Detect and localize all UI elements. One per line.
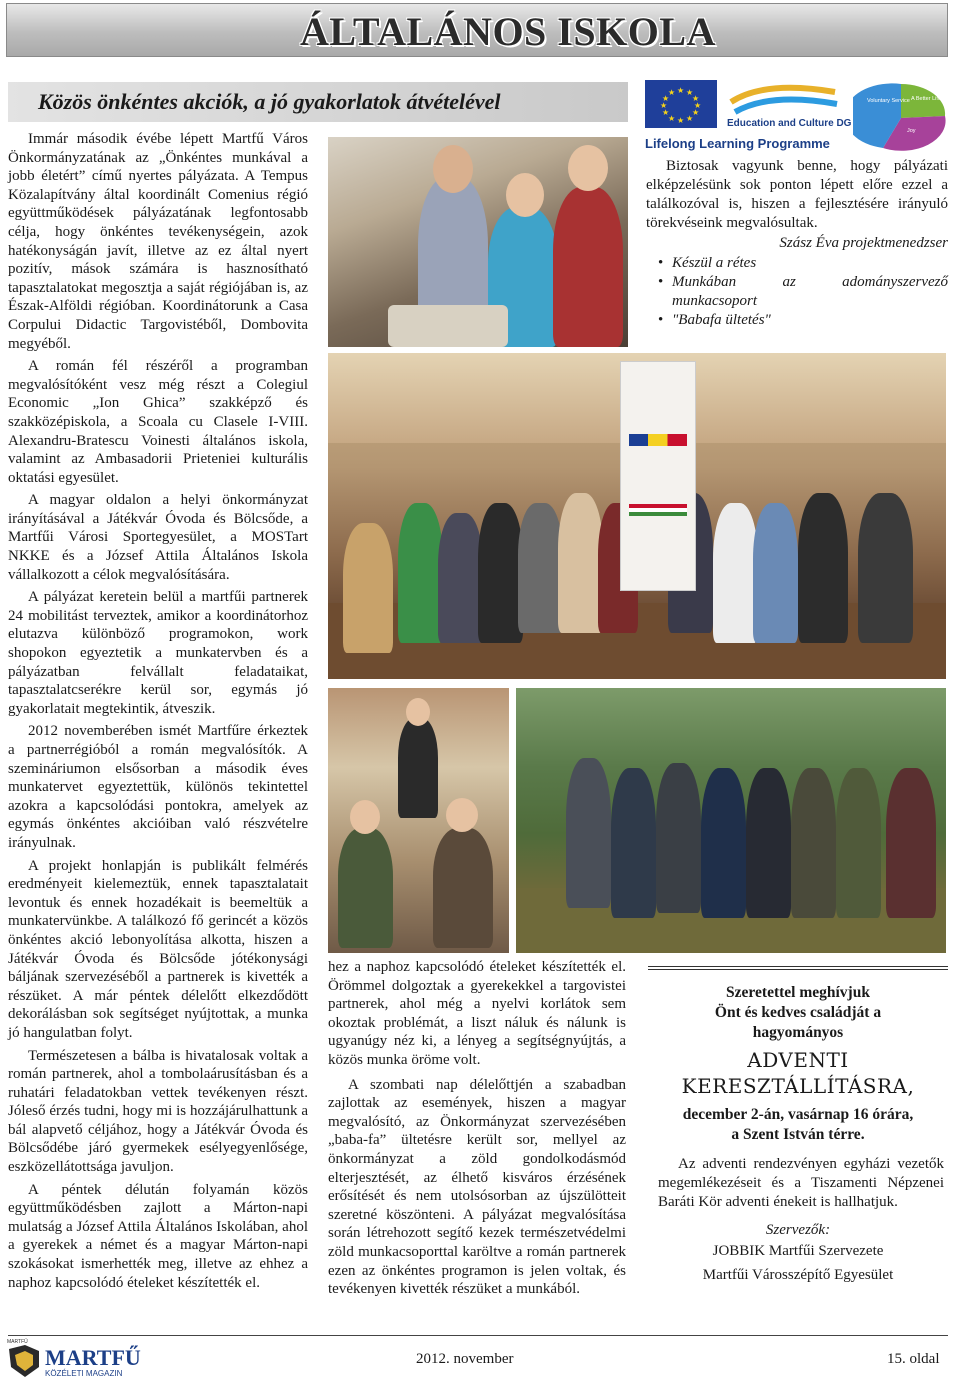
invite-body: Az adventi rendezvényen egyházi vezetők megemlékezéseit és a Tiszamenti Népzenei Baráti Kör adventi énekeit is hallhatjuk. <box>658 1156 944 1210</box>
paragraph: A szombati nap délelőttjén a szabadban zajlottak az események, hiszen a magyar megvalósító, az Önkormányzat szervezésében „baba-fa” ültetésre került sor, mellyel az önkormányzat a zöld gondolkodásmód elterjesztését, az élhető kisváros érzésének erősítését és nem utolsósorban az újszülötteit szeretné köszönteni. A pályázat megvalósítása során létrehozott segítő kezek természetvédelmi zöld munkacsoporttal karöltve a román partnerek ezen az önkéntes programon is jelen voltak, és tevékenyen kivették részüket a munkából. <box>328 1076 626 1298</box>
page-number: 15. oldal <box>887 1351 940 1367</box>
project-pie-logo-icon <box>853 80 949 152</box>
pie-label: A Better Life <box>911 96 941 102</box>
invite-line: hagyományos <box>752 1024 844 1041</box>
paragraph: A péntek délután folyamán közös együttműködésben zajlott a Márton-napi mulatság a József Attila Általános Iskolában, ahol a gyerekek a német és a magyar Márton-napi szokásokat ismerhették meg, illetve az ehhez a naphoz kapcsolódó ételeket készítették el. <box>8 1181 308 1291</box>
article-title: Közös önkéntes akciók, a jó gyakorlatok átvételével <box>38 89 501 114</box>
paragraph: 2012 novemberében ismét Martfűre érkeztek a partnerrégióból a román megvalósítók. A szemináriumon elsősorban a második éves munkatervet egyeztettük, különös tekintettel azokra a kapcsolódási pontokra, amelyek az egymás önkéntes akcióiban való részvételre irányulnak. <box>8 723 308 851</box>
section-title: ÁLTALÁNOS ISKOLA <box>300 9 716 54</box>
organizer: Martfűi Városszépítő Egyesület <box>702 1267 894 1283</box>
organizer: JOBBIK Martfűi Szervezete <box>712 1243 884 1259</box>
logo-small-text: MARTFŰ <box>7 1339 28 1345</box>
article-column-mid <box>328 958 626 1305</box>
paragraph: A román fél részéről a programban megvalósítóként vesz még részt a Colegiul Economic „Ion Ghica” szakképző és szakközépiskola, a Scoala cu Clasele I-VIII. Alexandru-Bratescu Voinesti általános iskola, valamint az Ambasadorii Prieteniei kulturális oktatási egyesület. <box>8 358 308 486</box>
caption-item: • Munkában az adományszervező munkacsoport <box>658 273 948 311</box>
invite-date: december 2-án, vasárnap 16 órára, <box>682 1106 914 1123</box>
project-poster <box>620 361 696 591</box>
paragraph: Immár második évébe lépett Martfű Város Önkormányzatának az „Önkéntes munkával a jobb életért” című nyertes pályázata. A Tempus Közalapítvány által koordinált Comenius régió együttműködések pályázatának legfontosabb célja, hogy önkéntes tevékenységein, azok hatékonyságán javít, illetve az ez által nyert pozitív, mások számára is hasznosítható tapasztalatokat megosztja a saját régiójában is, az Észak-Alföldi régióban. Koordinátorunk a Casa Corpului Didactic Targovistéből, Dombovita megyéből. <box>8 131 308 352</box>
invite-title: ADVENTI <box>747 1048 849 1072</box>
logo-brand: MARTFŰ <box>45 1345 141 1370</box>
sponsor-logos <box>645 80 950 152</box>
photo-decoration-work <box>328 688 509 953</box>
invite-title: KERESZTÁLLÍTÁSRA, <box>681 1074 915 1098</box>
invite-line: Önt és kedves családját a <box>714 1004 882 1021</box>
paragraph: A projekt honlapján is publikált felmérés eredményeit kielemeztük, ennek tapasztalatait levontuk és ennek hozadékait is beemeltük a munkatervünkbe. A találkozó fő gerincét a közös önkéntes akció lebonyolítása alkotta, hiszen a Játékvár Óvoda és Bölcsőde jótékonysági báljának szervezéséből a partnerek is kivették a részüket. A már péntek délelőtt elkezdődött dekorálásban sok segítséget nyújtottak, a munka jó hangulatban folyt. <box>8 857 308 1041</box>
caption-item: • Készül a rétes <box>658 254 948 273</box>
paragraph: A pályázat keretein belül a martfűi partnerek 24 mobilitást terveztek, amikor a koordinátorhoz elutazva különböző programokon, work shopokon egyeztetik a munkatervben és a pályázatban felvállalt feladataikat, tapasztalatcserékre kerül sor, egymás jó gyakorlatait megtekintik, átveszik. <box>8 589 308 717</box>
paragraph: Természetesen a bálba is hivatalosak voltak a román partnerek, ahol a tombolaárusításban és a ruhatári feladatokban vettek tevékenyen részt. Jóleső érzés tudni, hogy mi is hozzájárulhattunk a bál alapvető céljához, hogy a Játékvár Óvoda és Bölcsődébe járó gyermekek esélyegyenlősége, eszközellátottsága javuljon. <box>8 1047 308 1176</box>
issue-date: 2012. november <box>416 1351 514 1367</box>
llp-label: Lifelong Learning Programme <box>645 136 830 151</box>
invite-line: Szeretettel meghívjuk <box>726 984 870 1001</box>
article-column-right <box>646 157 948 330</box>
eu-flag-icon: ★ ★ ★ ★ ★ ★ ★ ★ ★ ★ ★ ★ <box>645 80 717 128</box>
photo-group-fundraising <box>328 353 946 679</box>
advent-invitation <box>648 983 948 1287</box>
photo-captions-list <box>646 254 948 330</box>
pie-label: Joy <box>907 128 916 134</box>
invite-place: a Szent István térre. <box>731 1126 865 1143</box>
article-column-left <box>8 130 308 1296</box>
invite-divider <box>648 966 948 970</box>
paragraph: hez a naphoz kapcsolódó ételeket készítették el. Örömmel dolgoztak a gyerekekkel a targovistei partnerek, ahol még a nyelvi korlátok sem okoztak problémát, a liszt náluk és nálunk is ugyanúgy néz ki, a lényeg a segítségnyújtás, a közös munka öröme volt. <box>328 959 626 1068</box>
organizers-label: Szervezők: <box>765 1222 831 1238</box>
footer-divider <box>8 1335 948 1336</box>
paragraph: A magyar oldalon a helyi önkormányzat irányításával a Játékvár Óvoda és Bölcsőde, a Martfűi Városi Sportegyesület, a MOSTart NKKE és a József Attila Általános Iskola vállalkozott a célok megvalósítására. <box>8 492 308 583</box>
photo-strudel-making <box>328 137 628 347</box>
paragraph: Biztosak vagyunk benne, hogy pályázati elképzelésünk sok ponton lépett előre ezzel a találkozóval is, hiszen a fejlesztésére irányuló törekvéseink megvalósultak. <box>646 158 948 231</box>
caption-item: • "Babafa ültetés" <box>658 311 948 330</box>
author-signature: Szász Éva projektmenedzser <box>779 235 948 251</box>
martfu-magazine-logo <box>5 1337 145 1379</box>
photo-tree-planting <box>516 688 946 953</box>
edc-label: Education and Culture DG <box>727 118 852 129</box>
article-title-band <box>8 82 628 122</box>
logo-sub: KÖZÉLETI MAGAZIN <box>45 1369 123 1378</box>
pie-label: Voluntary Service <box>867 98 910 104</box>
